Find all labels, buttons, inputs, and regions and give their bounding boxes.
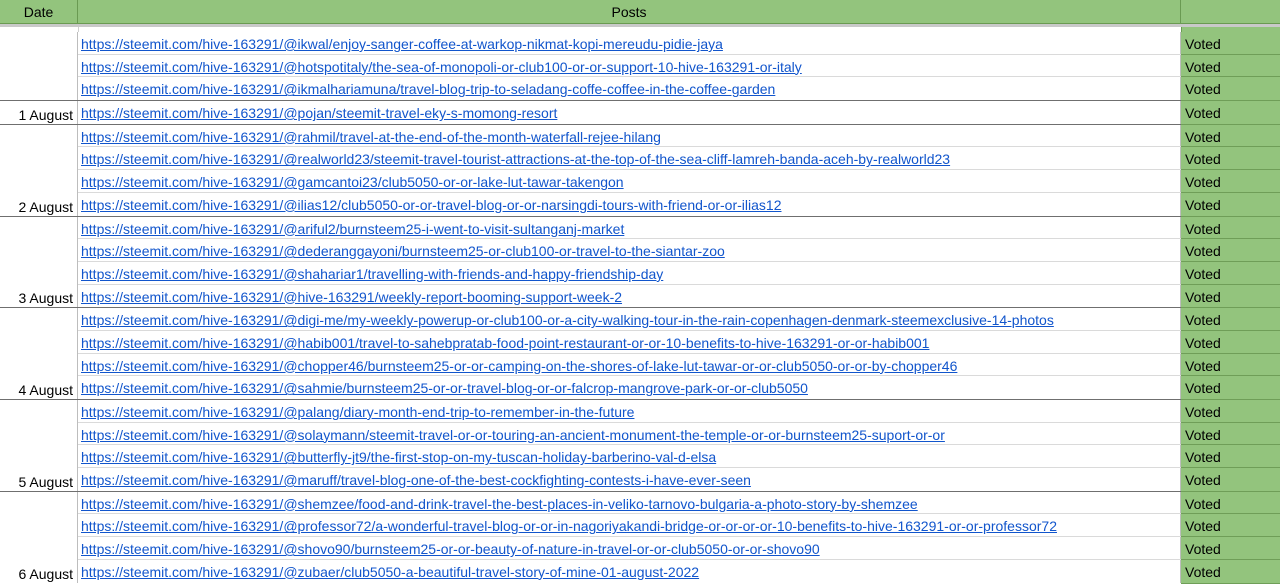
status-cell[interactable]: Voted bbox=[1181, 354, 1280, 377]
post-cell[interactable] bbox=[78, 285, 1181, 308]
status-cell[interactable]: Voted bbox=[1181, 32, 1280, 55]
table-row bbox=[78, 468, 1280, 491]
table-row bbox=[78, 285, 1280, 308]
status-cell[interactable]: Voted bbox=[1181, 445, 1280, 468]
post-cell[interactable] bbox=[78, 239, 1181, 261]
date-column-header[interactable]: Date bbox=[0, 0, 78, 24]
date-label: 3 August bbox=[18, 290, 73, 307]
date-cell[interactable] bbox=[0, 125, 78, 216]
date-group bbox=[0, 217, 1280, 309]
post-link[interactable]: https://steemit.com/hive-163291/@ikmalhariamuna/travel-blog-trip-to-seladang-coffe-coffee-in-the-coffee-garden bbox=[81, 81, 776, 98]
status-cell[interactable]: Voted bbox=[1181, 147, 1280, 170]
post-link[interactable]: https://steemit.com/hive-163291/@gamcantoi23/club5050-or-or-lake-lut-tawar-takengon bbox=[81, 174, 624, 191]
post-link[interactable]: https://steemit.com/hive-163291/@shemzee/food-and-drink-travel-the-best-places-in-veliko-tarnovo-bulgaria-a-photo-story-by-shemzee bbox=[81, 495, 918, 512]
post-cell[interactable] bbox=[78, 147, 1181, 169]
status-cell[interactable]: Voted bbox=[1181, 285, 1280, 309]
status-cell[interactable]: Voted bbox=[1181, 514, 1280, 537]
status-cell[interactable]: Voted bbox=[1181, 537, 1280, 560]
post-cell[interactable] bbox=[78, 262, 1181, 284]
table-row bbox=[78, 492, 1280, 515]
status-cell[interactable]: Voted bbox=[1181, 217, 1280, 240]
status-cell[interactable]: Voted bbox=[1181, 468, 1280, 492]
post-link[interactable]: https://steemit.com/hive-163291/@rahmil/travel-at-the-end-of-the-month-waterfall-rejee-hilang bbox=[81, 128, 661, 145]
table-row bbox=[78, 354, 1280, 377]
post-cell[interactable] bbox=[78, 217, 1181, 239]
status-cell[interactable]: Voted bbox=[1181, 423, 1280, 446]
post-cell[interactable] bbox=[78, 492, 1181, 514]
date-cell[interactable] bbox=[0, 492, 78, 583]
post-link[interactable]: https://steemit.com/hive-163291/@shovo90/burnsteem25-or-or-beauty-of-nature-in-travel-or-or-club5050-or-or-shovo90 bbox=[81, 541, 820, 558]
post-cell[interactable] bbox=[78, 354, 1181, 376]
table-row bbox=[78, 125, 1280, 148]
post-cell[interactable] bbox=[78, 101, 1181, 124]
table-row bbox=[78, 376, 1280, 399]
date-group bbox=[0, 308, 1280, 400]
post-cell[interactable] bbox=[78, 514, 1181, 536]
table-row bbox=[78, 308, 1280, 331]
post-link[interactable]: https://steemit.com/hive-163291/@dederanggayoni/burnsteem25-or-club100-or-travel-to-the-siantar-zoo bbox=[81, 243, 725, 260]
post-cell[interactable] bbox=[78, 445, 1181, 467]
date-label: 6 August bbox=[18, 565, 73, 582]
status-cell[interactable]: Voted bbox=[1181, 101, 1280, 125]
date-cell[interactable] bbox=[0, 400, 78, 491]
status-cell[interactable]: Voted bbox=[1181, 560, 1280, 584]
status-cell[interactable]: Voted bbox=[1181, 170, 1280, 193]
date-cell[interactable] bbox=[0, 308, 78, 399]
status-cell[interactable]: Voted bbox=[1181, 492, 1280, 515]
table-row bbox=[78, 262, 1280, 285]
post-cell[interactable] bbox=[78, 468, 1181, 491]
post-cell[interactable] bbox=[78, 193, 1181, 216]
post-cell[interactable] bbox=[78, 77, 1181, 100]
post-cell[interactable] bbox=[78, 560, 1181, 583]
table-row bbox=[78, 445, 1280, 468]
table-row bbox=[78, 32, 1280, 55]
status-cell[interactable]: Voted bbox=[1181, 55, 1280, 78]
post-link[interactable]: https://steemit.com/hive-163291/@sahmie/burnsteem25-or-or-travel-blog-or-or-falcrop-mangrove-park-or-or-club5050 bbox=[81, 380, 808, 397]
table-row bbox=[78, 193, 1280, 216]
post-link[interactable]: https://steemit.com/hive-163291/@ikwal/enjoy-sanger-coffee-at-warkop-nikmat-kopi-mereudu-pidie-jaya bbox=[81, 36, 723, 52]
post-link[interactable]: https://steemit.com/hive-163291/@palang/diary-month-end-trip-to-remember-in-the-future bbox=[81, 404, 635, 420]
post-link[interactable]: https://steemit.com/hive-163291/@professor72/a-wonderful-travel-blog-or-or-in-nagoriyakandi-bridge-or-or-or-or-10-benefits-to-hive-163291-or-or-professor72 bbox=[81, 518, 1057, 535]
table-row bbox=[78, 170, 1280, 193]
table-row bbox=[78, 147, 1280, 170]
post-cell[interactable] bbox=[78, 376, 1181, 399]
status-cell[interactable]: Voted bbox=[1181, 400, 1280, 423]
sheet-grid bbox=[0, 32, 1280, 583]
post-link[interactable]: https://steemit.com/hive-163291/@hive-163291/weekly-report-booming-support-week-2 bbox=[81, 288, 623, 305]
post-link[interactable]: https://steemit.com/hive-163291/@digi-me/my-weekly-powerup-or-club100-or-a-city-walking-tour-in-the-rain-copenhagen-denmark-steemexclusive-14-photos bbox=[81, 312, 1054, 329]
post-cell[interactable] bbox=[78, 400, 1181, 422]
post-cell[interactable] bbox=[78, 125, 1181, 147]
table-row bbox=[78, 239, 1280, 262]
status-cell[interactable]: Voted bbox=[1181, 193, 1280, 217]
table-row bbox=[78, 217, 1280, 240]
date-cell[interactable] bbox=[0, 101, 78, 124]
table-row bbox=[78, 537, 1280, 560]
post-link[interactable]: https://steemit.com/hive-163291/@butterfly-jt9/the-first-stop-on-my-tuscan-holiday-barberino-val-d-elsa bbox=[81, 449, 717, 466]
status-cell[interactable]: Voted bbox=[1181, 331, 1280, 354]
post-cell[interactable] bbox=[78, 308, 1181, 330]
status-cell[interactable]: Voted bbox=[1181, 239, 1280, 262]
post-link[interactable]: https://steemit.com/hive-163291/@hotspotitaly/the-sea-of-monopoli-or-club100-or-or-support-10-hive-163291-or-italy bbox=[81, 58, 802, 75]
post-link[interactable]: https://steemit.com/hive-163291/@ariful2/burnsteem25-i-went-to-visit-sultanganj-market bbox=[81, 220, 625, 237]
status-cell[interactable]: Voted bbox=[1181, 125, 1280, 148]
status-cell[interactable]: Voted bbox=[1181, 77, 1280, 101]
date-label: 2 August bbox=[18, 198, 73, 215]
table-row bbox=[78, 423, 1280, 446]
post-cell[interactable] bbox=[78, 170, 1181, 192]
post-cell[interactable] bbox=[78, 423, 1181, 445]
date-group bbox=[0, 492, 1280, 583]
date-label: 4 August bbox=[18, 382, 73, 398]
date-label: 5 August bbox=[18, 473, 73, 490]
table-row bbox=[78, 560, 1280, 583]
post-link[interactable]: https://steemit.com/hive-163291/@ilias12/club5050-or-or-travel-blog-or-or-narsingdi-tours-with-friend-or-or-ilias12 bbox=[81, 196, 782, 213]
table-row bbox=[78, 331, 1280, 354]
status-column-header[interactable] bbox=[1181, 0, 1280, 24]
date-cell[interactable] bbox=[0, 32, 78, 100]
table-row bbox=[78, 400, 1280, 423]
table-row bbox=[78, 101, 1280, 124]
date-group bbox=[0, 125, 1280, 217]
date-group bbox=[0, 32, 1280, 101]
post-cell[interactable] bbox=[78, 55, 1181, 77]
post-cell[interactable] bbox=[78, 537, 1181, 559]
status-cell[interactable]: Voted bbox=[1181, 262, 1280, 285]
header-row bbox=[0, 0, 1280, 24]
posts-column-header[interactable]: Posts bbox=[78, 0, 1181, 24]
table-row bbox=[78, 514, 1280, 537]
post-link[interactable]: https://steemit.com/hive-163291/@solaymann/steemit-travel-or-or-touring-an-ancient-monument-the-temple-or-or-burnsteem25-suport-or-or bbox=[81, 426, 945, 443]
post-link[interactable]: https://steemit.com/hive-163291/@habib001/travel-to-sahebpratab-food-point-restaurant-or-or-10-benefits-to-hive-163291-or-or-habib001 bbox=[81, 334, 930, 351]
post-link[interactable]: https://steemit.com/hive-163291/@chopper46/burnsteem25-or-or-camping-on-the-shores-of-lake-lut-tawar-or-or-club5050-or-or-by-chopper46 bbox=[81, 357, 958, 374]
status-cell[interactable]: Voted bbox=[1181, 376, 1280, 400]
post-link[interactable]: https://steemit.com/hive-163291/@shahariar1/travelling-with-friends-and-happy-friendship-day bbox=[81, 265, 664, 282]
post-link[interactable]: https://steemit.com/hive-163291/@pojan/steemit-travel-eky-s-momong-resort bbox=[81, 105, 558, 122]
status-cell[interactable]: Voted bbox=[1181, 308, 1280, 331]
post-link[interactable]: https://steemit.com/hive-163291/@zubaer/club5050-a-beautiful-travel-story-of-mine-01-august-2022 bbox=[81, 563, 700, 580]
table-row bbox=[78, 77, 1280, 100]
post-link[interactable]: https://steemit.com/hive-163291/@realworld23/steemit-travel-tourist-attractions-at-the-top-of-the-sea-cliff-lamreh-banda-aceh-by-realworld23 bbox=[81, 151, 951, 168]
post-cell[interactable] bbox=[78, 32, 1181, 54]
table-row bbox=[78, 55, 1280, 78]
date-group bbox=[0, 400, 1280, 492]
date-group bbox=[0, 101, 1280, 125]
post-link[interactable]: https://steemit.com/hive-163291/@maruff/travel-blog-one-of-the-best-cockfighting-contests-i-have-ever-seen bbox=[81, 472, 751, 489]
post-cell[interactable] bbox=[78, 331, 1181, 353]
date-label: 1 August bbox=[18, 106, 73, 123]
date-cell[interactable] bbox=[0, 217, 78, 308]
